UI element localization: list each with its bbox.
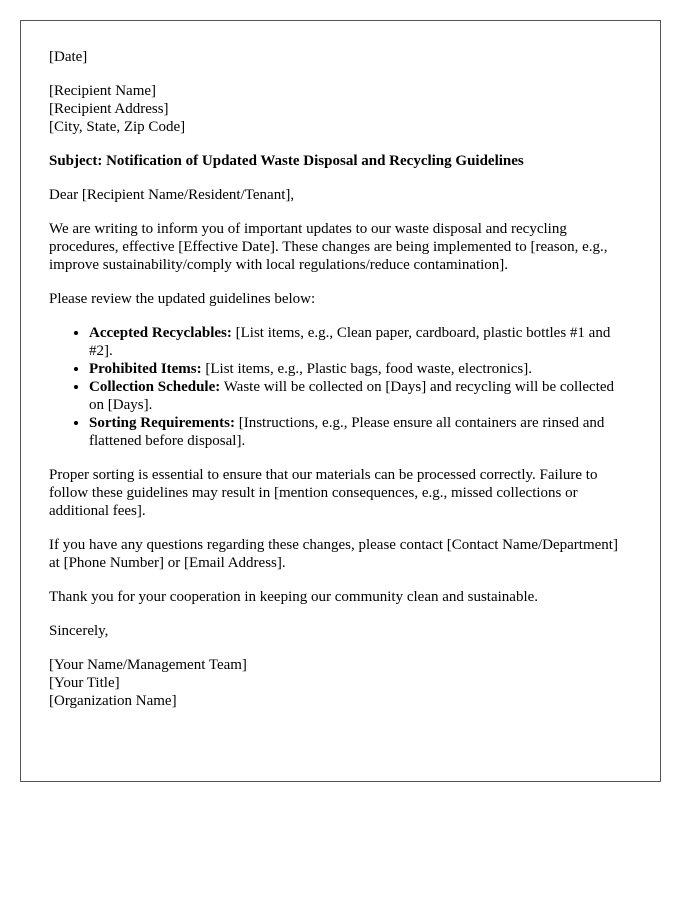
signature-block	[49, 656, 631, 710]
recipient-name: [Recipient Name]	[49, 83, 157, 99]
thanks-paragraph: Thank you for your cooperation in keeping our community clean and sustainable.	[49, 589, 539, 605]
guidelines-list	[49, 324, 631, 450]
guideline-item	[89, 414, 631, 450]
subject: Subject: Notification of Updated Waste Disposal and Recycling Guidelines	[49, 153, 524, 169]
sender-title: [Your Title]	[49, 675, 120, 691]
recipient-city: [City, State, Zip Code]	[49, 119, 186, 135]
guideline-item	[89, 378, 631, 414]
date: [Date]	[49, 49, 88, 65]
guideline-item	[89, 324, 631, 360]
intro-paragraph: We are writing to inform you of important updates to our waste disposal and recycling procedures, effective [Effective Date]. These changes are being implemented to [reason, e.g., improve sustainability/comply with local regulations/reduce contamination].	[49, 221, 608, 273]
recipient-block	[49, 82, 631, 136]
recipient-address: [Recipient Address]	[49, 101, 169, 117]
guideline-text: [List items, e.g., Plastic bags, food waste, electronics].	[201, 361, 532, 377]
guideline-text: [Instructions, e.g., Please ensure all containers are rinsed and flattened before disposal].	[89, 415, 605, 449]
guideline-label: Prohibited Items:	[89, 361, 202, 377]
guideline-label: Sorting Requirements:	[89, 415, 235, 431]
guideline-text: [List items, e.g., Clean paper, cardboard, plastic bottles #1 and #2].	[89, 325, 611, 359]
contact-paragraph: If you have any questions regarding these changes, please contact [Contact Name/Department] at [Phone Number] or [Email Address].	[49, 537, 618, 571]
review-paragraph: Please review the updated guidelines below:	[49, 291, 316, 307]
sender-name: [Your Name/Management Team]	[49, 657, 247, 673]
sender-org: [Organization Name]	[49, 693, 177, 709]
guideline-label: Collection Schedule:	[89, 379, 221, 395]
guideline-item	[89, 360, 631, 378]
guideline-label: Accepted Recyclables:	[89, 325, 232, 341]
letter	[20, 20, 661, 782]
sorting-paragraph: Proper sorting is essential to ensure that our materials can be processed correctly. Failure to follow these guidelines may result in [mention consequences, e.g., missed collections or additional fees].	[49, 467, 598, 519]
salutation: Dear [Recipient Name/Resident/Tenant],	[49, 187, 295, 203]
guideline-text: Waste will be collected on [Days] and recycling will be collected on [Days].	[89, 379, 615, 413]
closing: Sincerely,	[49, 623, 109, 639]
